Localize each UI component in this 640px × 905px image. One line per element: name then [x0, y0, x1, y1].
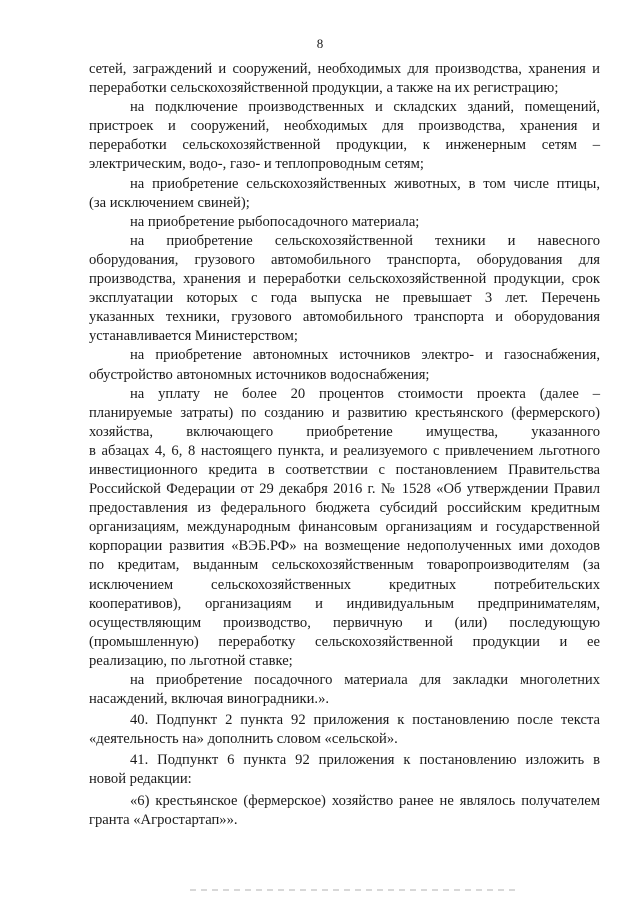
text-line: электрическим, водо-, газо- и теплопроводным сетям;: [89, 156, 424, 173]
text-line: (промышленную) переработку сельскохозяйственной продукции и ее: [89, 633, 600, 650]
text-line: производства, хранения и переработки сельскохозяйственной продукции, срок: [89, 271, 600, 288]
paragraph: [89, 213, 600, 232]
text-line: осуществляющим производство, первичную и (или) последующую: [89, 614, 600, 631]
text-line: сетей, заграждений и сооружений, необходимых для производства, хранения и: [89, 61, 600, 77]
text-line: обустройство автономных источников водоснабжения;: [89, 366, 430, 383]
paragraph: [89, 711, 600, 749]
page-number: 8: [316, 36, 324, 51]
text-line: на приобретение сельскохозяйственных животных, в том числе птицы,: [130, 175, 600, 192]
text-line: предоставления из федерального бюджета субсидий российским кредитным: [89, 500, 600, 517]
text-line: на приобретение рыбопосадочного материала;: [130, 213, 420, 230]
text-line: в абзацах 4, 6, 8 настоящего пункта, и реализуемого с привлечением льготного: [89, 442, 600, 459]
text-line: хозяйства, включающего приобретение имущества, указанного: [89, 423, 600, 440]
text-line: эксплуатации которых с года выпуска не превышает 3 лет. Перечень: [89, 290, 600, 307]
text-line: переработки сельскохозяйственной продукции, а также на их регистрацию;: [89, 80, 559, 97]
text-line: пристроек и сооружений, необходимых для производства, хранения и: [89, 118, 600, 135]
paragraph: [89, 346, 600, 384]
text-line: на уплату не более 20 процентов стоимости проекта (далее –: [130, 385, 600, 402]
paragraph: [89, 232, 600, 347]
text-line: 41. Подпункт 6 пункта 92 приложения к постановлению изложить в: [130, 752, 600, 769]
text-line: указанных техники, грузового автомобильного транспорта и оборудования: [89, 309, 600, 326]
text-line: кооперативов), организациям и индивидуальным предпринимателям,: [89, 595, 600, 612]
text-line: «деятельность на» дополнить словом «сельской».: [89, 731, 398, 748]
text-line: гранта «Агростартап»».: [89, 811, 238, 828]
text-line: на приобретение сельскохозяйственной техники и навесного: [130, 232, 600, 249]
text-line: (за исключением свиней);: [89, 194, 250, 211]
scan-artifact: [190, 889, 520, 891]
text-line: корпорации развития «ВЭБ.РФ» на возмещение недополученных ими доходов: [89, 538, 600, 555]
text-line: по кредитам, выданным сельскохозяйственным товаропроизводителям (за: [89, 557, 600, 574]
text-line: устанавливается Министерством;: [89, 328, 298, 345]
text-line: 40. Подпункт 2 пункта 92 приложения к постановлению после текста: [130, 712, 600, 729]
text-line: оборудования, грузового автомобильного транспорта, оборудования для: [89, 251, 600, 268]
text-line: новой редакции:: [89, 771, 192, 788]
text-line: организациям, международным финансовым организациям и государственной: [89, 519, 600, 536]
text-line: переработки сельскохозяйственной продукции, к инженерным сетям –: [89, 137, 600, 154]
paragraph: [89, 792, 600, 830]
paragraph: [89, 175, 600, 213]
paragraph: [89, 60, 600, 98]
text-line: насаждений, включая виноградники.».: [89, 691, 330, 708]
text-line: на приобретение автономных источников электро- и газоснабжения,: [130, 347, 600, 364]
text-line: планируемые затраты) по созданию и развитию крестьянского (фермерского): [89, 404, 600, 421]
text-line: инвестиционного кредита в соответствии с постановлением Правительства: [89, 461, 600, 478]
text-line: Российской Федерации от 29 декабря 2016 г. № 1528 «Об утверждении Правил: [89, 481, 600, 498]
paragraph: [89, 385, 600, 671]
paragraph: [89, 671, 600, 709]
text-line: «6) крестьянское (фермерское) хозяйство ранее не являлось получателем: [130, 792, 600, 809]
document-body: [89, 60, 600, 830]
text-line: на подключение производственных и складских зданий, помещений,: [130, 99, 600, 116]
paragraph: [89, 751, 600, 789]
paragraph: [89, 98, 600, 174]
text-line: реализацию, по льготной ставке;: [89, 652, 293, 669]
text-line: исключением сельскохозяйственных кредитных потребительских: [89, 576, 600, 593]
text-line: на приобретение посадочного материала для закладки многолетних: [130, 672, 600, 688]
